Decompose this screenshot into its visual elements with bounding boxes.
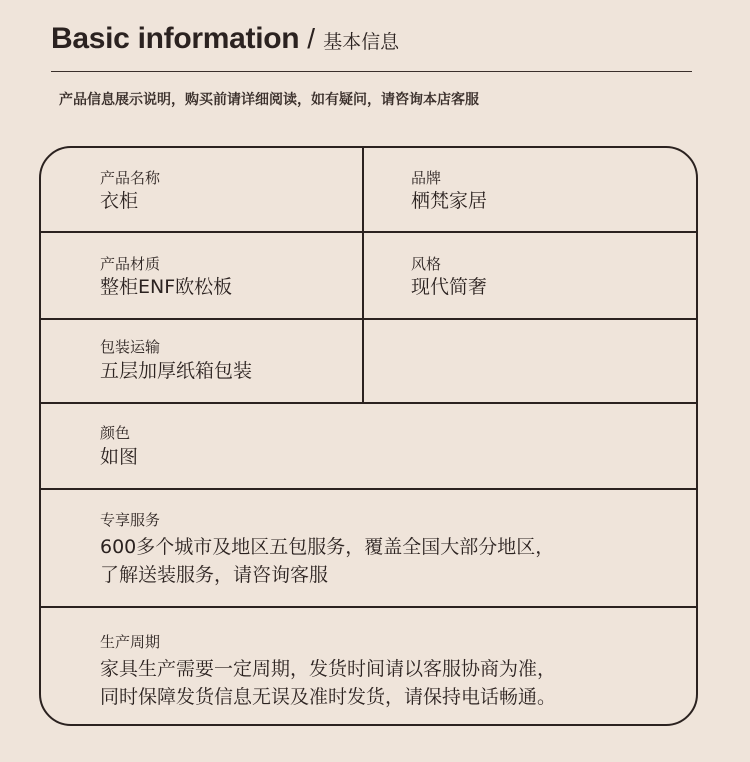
- table-row-material-style: [41, 233, 696, 320]
- cell-packaging: [41, 320, 364, 402]
- cell-production: [41, 608, 696, 726]
- service-label: 专享服务: [100, 511, 161, 529]
- table-row-color: [41, 404, 696, 490]
- service-line-2: 了解送装服务，请咨询客服: [100, 564, 329, 586]
- table-row-service: [41, 490, 696, 608]
- packaging-value: 五层加厚纸箱包装: [100, 360, 253, 382]
- packaging-label: 包装运输: [100, 338, 161, 356]
- style-value: 现代简奢: [411, 276, 488, 298]
- header-divider: [51, 71, 692, 72]
- title-row: [51, 22, 692, 62]
- cell-empty: [364, 320, 696, 402]
- brand-label: 品牌: [411, 169, 442, 187]
- cell-style: [364, 233, 696, 318]
- title-chinese: 基本信息: [323, 31, 400, 53]
- cell-brand: [364, 148, 696, 231]
- title-english: Basic information: [51, 22, 300, 55]
- production-label: 生产周期: [100, 633, 161, 651]
- material-label: 产品材质: [100, 255, 161, 273]
- title-separator: /: [307, 23, 316, 54]
- subtitle-notice: 产品信息展示说明，购买前请详细阅读，如有疑问，请咨询本店客服: [59, 92, 479, 108]
- table-row-production: [41, 608, 696, 726]
- color-value: 如图: [100, 446, 139, 468]
- service-line-1: 600多个城市及地区五包服务，覆盖全国大部分地区，: [100, 536, 555, 558]
- info-table: [39, 146, 698, 726]
- cell-color: [41, 404, 696, 488]
- style-label: 风格: [411, 255, 442, 273]
- brand-value: 栖梵家居: [411, 190, 488, 212]
- cell-material: [41, 233, 364, 318]
- color-label: 颜色: [100, 424, 131, 442]
- product-name-value: 衣柜: [100, 190, 139, 212]
- table-row-name-brand: [41, 148, 696, 233]
- material-value: 整柜ENF欧松板: [100, 276, 233, 298]
- header: [51, 22, 692, 62]
- production-line-2: 同时保障发货信息无误及准时发货，请保持电话畅通。: [100, 686, 557, 708]
- table-row-packaging: [41, 320, 696, 404]
- cell-service: [41, 490, 696, 606]
- production-line-1: 家具生产需要一定周期，发货时间请以客服协商为准，: [100, 658, 557, 680]
- product-name-label: 产品名称: [100, 169, 161, 187]
- cell-product-name: [41, 148, 364, 231]
